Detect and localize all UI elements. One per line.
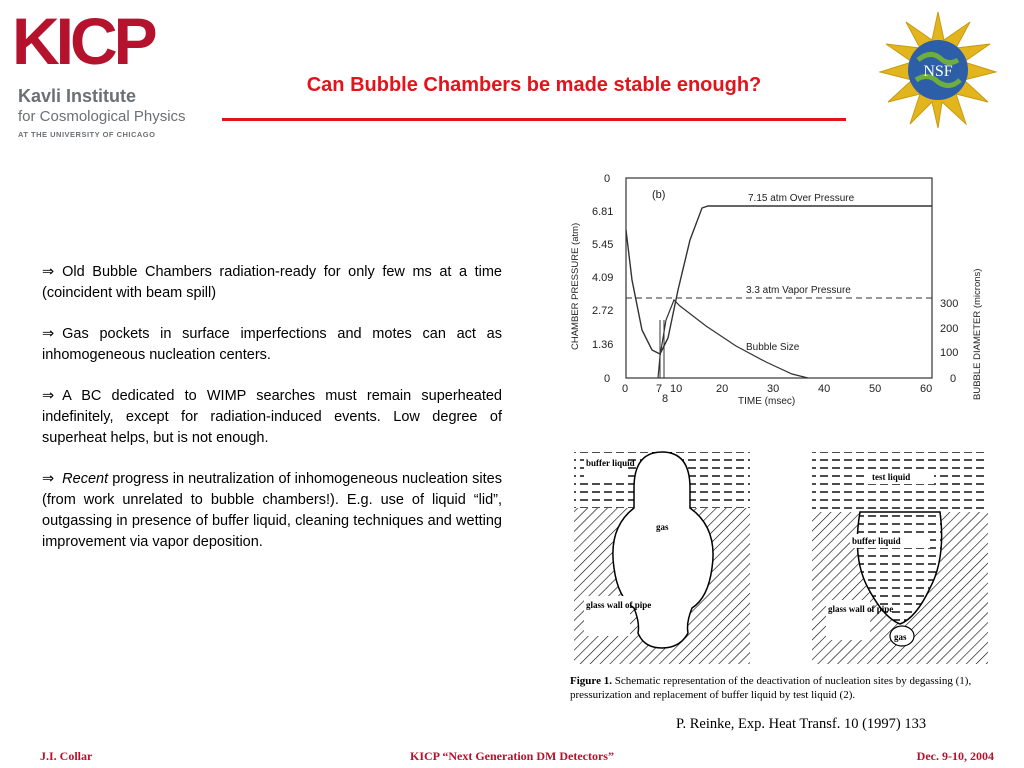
- kicp-logo-letters: KICP: [12, 4, 154, 78]
- x-tick: 7: [656, 383, 663, 395]
- bullet-text: progress in neutralization of inhomogeneous nucleation sites (from work unrelated to bubble chambers!). E.g. use of liquid “lid”, outgassing in presence of buffer liquid, cleaning techniques and wetting improvement via vapor deposition.: [42, 471, 502, 550]
- kicp-logo-line3: AT THE UNIVERSITY OF CHICAGO: [18, 130, 156, 139]
- arrow-icon: ⇒: [42, 326, 55, 342]
- left-axis-ticks: [592, 173, 613, 385]
- nsf-logo: [878, 10, 998, 130]
- bullet-item: [42, 262, 502, 304]
- reference-citation: P. Reinke, Exp. Heat Transf. 10 (1997) 133: [676, 716, 927, 732]
- schematic-right: [812, 452, 988, 664]
- x-tick: 40: [818, 383, 831, 395]
- bullet-text: A BC dedicated to WIMP searches must remain superheated indefinitely, except for radiation-induced events. Low degree of superheat helps, but is not enough.: [42, 388, 502, 446]
- y-tick-right: 300: [940, 298, 959, 310]
- label-glass-wall: glass wall of pipe: [828, 604, 894, 614]
- label-buffer-liquid: buffer liquid: [586, 458, 635, 468]
- pressure-graph: [556, 170, 1024, 410]
- y-tick-left: 1.36: [592, 339, 614, 351]
- y-tick-right: 200: [940, 323, 959, 335]
- y-tick-left: 6.81: [592, 206, 614, 218]
- x-tick: 10: [670, 383, 683, 395]
- x-tick: 50: [869, 383, 882, 395]
- bullet-text: Old Bubble Chambers radiation-ready for only few ms at a time (coincident with beam spill): [42, 264, 502, 301]
- arrow-icon: ⇒: [42, 388, 55, 404]
- bullet-emphasis: Recent: [62, 471, 109, 487]
- bubble-size-label: Bubble Size: [746, 342, 800, 353]
- nsf-text: NSF: [923, 63, 953, 80]
- y-tick-right: 100: [940, 347, 959, 359]
- label-glass-wall: glass wall of pipe: [586, 600, 652, 610]
- x-tick: 60: [920, 383, 933, 395]
- footer-author: J.I. Collar: [40, 749, 93, 763]
- caption-text: Schematic representation of the deactivation of nucleation sites by degassing (1), pressurization and replacement of buffer liquid by test liquid (2).: [570, 675, 972, 701]
- bullet-list: [42, 262, 502, 573]
- x-tick: 0: [622, 383, 629, 395]
- footer-date: Dec. 9-10, 2004: [916, 749, 994, 763]
- caption-label: Figure 1.: [570, 675, 612, 687]
- x-tick: 20: [716, 383, 729, 395]
- x-tick: 30: [767, 383, 780, 395]
- vapor-pressure-label: 3.3 atm Vapor Pressure: [746, 285, 851, 296]
- label-gas: gas: [894, 632, 907, 642]
- bullet-text: Gas pockets in surface imperfections and motes can act as inhomogeneous nucleation centers.: [42, 326, 502, 363]
- x-axis-label: TIME (msec): [738, 396, 796, 407]
- kicp-logo: [12, 4, 222, 139]
- panel-label: (b): [652, 189, 666, 201]
- label-gas: gas: [656, 522, 669, 532]
- schematic-left: [574, 452, 750, 664]
- bullet-item: [42, 324, 502, 366]
- y-tick-left: 4.09: [592, 272, 614, 284]
- y-tick-right: 0: [950, 373, 957, 385]
- footer-event: KICP “Next Generation DM Detectors”: [410, 749, 614, 763]
- right-axis-ticks: [940, 298, 958, 385]
- kicp-logo-line1: Kavli Institute: [18, 86, 137, 106]
- x-tick-extra: 8: [662, 393, 669, 405]
- title-underline: [222, 118, 846, 121]
- y-tick-left: 0: [604, 173, 611, 185]
- kicp-logo-line2: for Cosmological Physics: [18, 108, 186, 125]
- y-tick-left: 2.72: [592, 305, 614, 317]
- y-tick-left: 0: [604, 373, 611, 385]
- label-buffer-liquid: buffer liquid: [852, 536, 901, 546]
- over-pressure-label: 7.15 atm Over Pressure: [748, 193, 855, 204]
- right-axis-label: BUBBLE DIAMETER (microns): [972, 268, 983, 400]
- label-test-liquid: test liquid: [872, 472, 911, 482]
- bullet-item: [42, 386, 502, 449]
- arrow-icon: ⇒: [42, 471, 55, 487]
- slide-title: Can Bubble Chambers be made stable enough?: [306, 74, 762, 96]
- pressure-curve: [626, 206, 932, 354]
- bullet-item: [42, 469, 502, 553]
- left-axis-label: CHAMBER PRESSURE (atm): [570, 222, 581, 350]
- y-tick-left: 5.45: [592, 239, 614, 251]
- bubble-size-curve: [658, 300, 808, 378]
- arrow-icon: ⇒: [42, 264, 55, 280]
- figure-caption: [570, 674, 990, 702]
